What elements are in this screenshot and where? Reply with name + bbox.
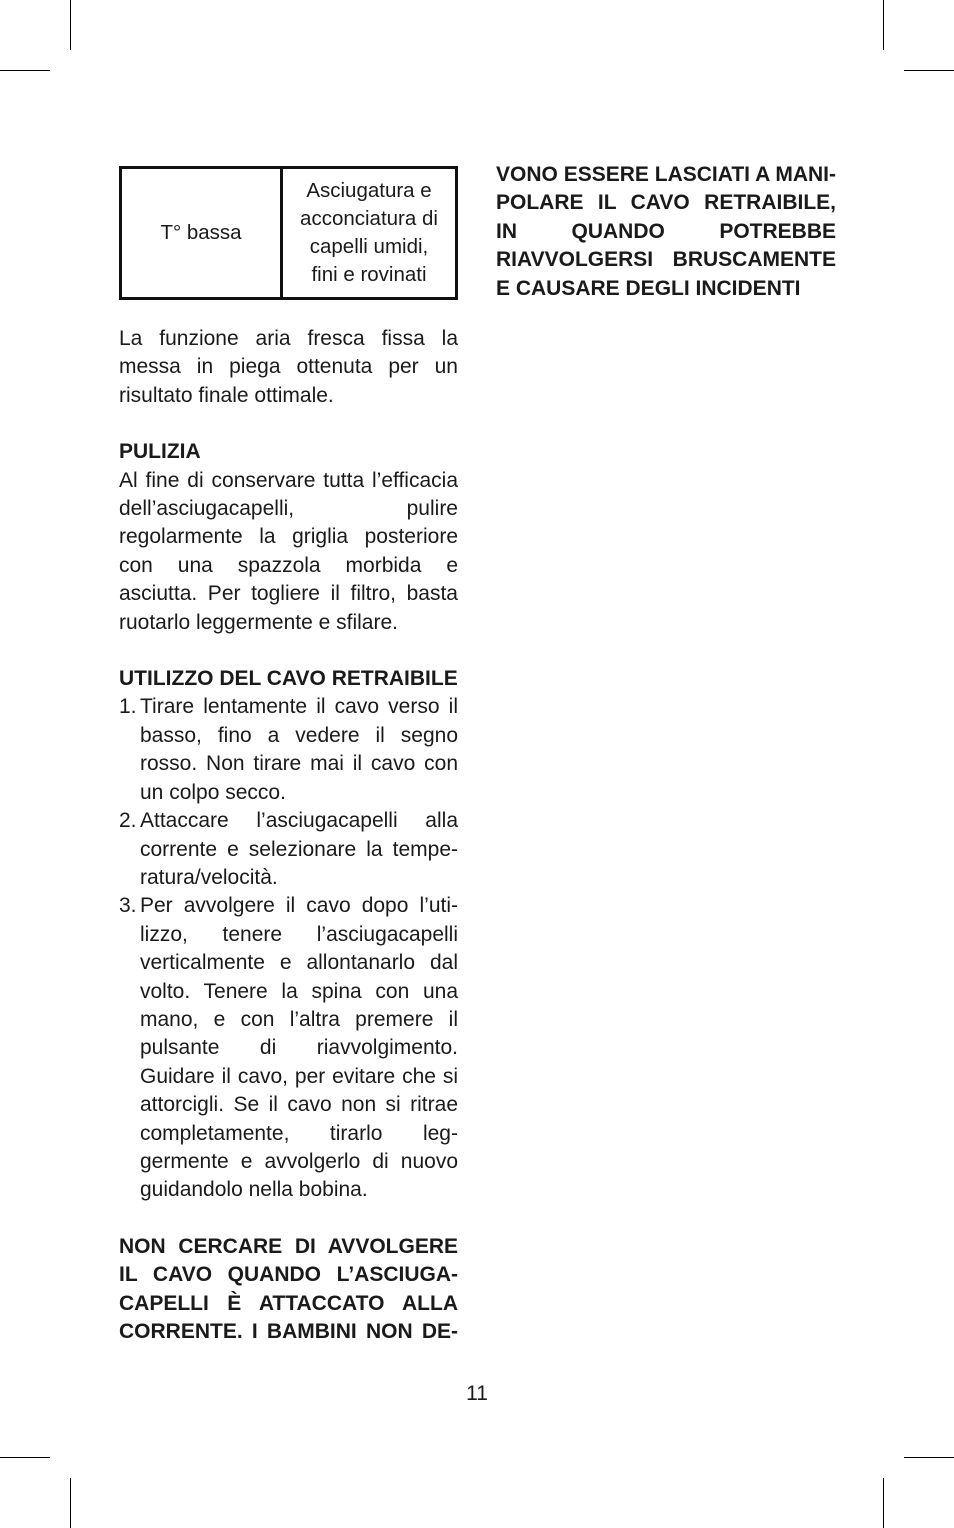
table-cell-use-line: fini e rovinati	[311, 263, 427, 286]
cord-heading: UTILIZZO DEL CAVO RETRAIBILE	[119, 667, 458, 691]
intro-paragraph: La funzione aria fresca fissa la messa in piega ottenuta per un risultato finale ottimale.	[119, 327, 458, 407]
crop-mark-top-left-horizontal	[0, 70, 50, 71]
step-text: Per avvolgere il cavo dopo l’utilizzo, tenere l’asciugacapelli verticalmente e allontanarlo dal volto. Tenere la spina con una mano, e con l’altra premere il pulsante di riavvolgimento. Guidare il cavo, per evitare che si attorcigli. Se il cavo non si ritrae completamente, tirarlo leggermente e avvolgerlo di nuovo guidandolo nella bobina.	[140, 894, 458, 1202]
warning-text-part1: NON CERCARE DI AVVOLGERE IL CAVO QUANDO L’ASCIUGACAPELLI È ATTACCATO ALLA CORRENTE. I BAMBINI NON DE-	[119, 1234, 458, 1343]
temperature-table	[119, 166, 458, 300]
crop-mark-top-left-vertical	[70, 0, 71, 50]
step-number: 3.	[119, 894, 137, 918]
table-cell-use-line: capelli umidi,	[309, 235, 429, 258]
cleaning-heading: PULIZIA	[119, 440, 201, 464]
crop-mark-bottom-left-vertical	[70, 1478, 71, 1528]
crop-mark-bottom-right-horizontal	[904, 1457, 954, 1458]
table-cell-use-line: acconciatura di	[300, 207, 438, 230]
step-text: Tirare lentamente il cavo verso il basso, fino a vedere il segno rosso. Non tirare mai il cavo con un colpo secco.	[140, 695, 458, 804]
crop-mark-top-right-vertical	[883, 0, 884, 50]
table-row	[121, 168, 457, 299]
cord-steps-list	[119, 693, 458, 1204]
cleaning-paragraph: Al fine di conservare tutta l’efficacia dell’asciugacapelli, pulire regolarmente la griglia posteriore con una spazzola morbida e asciutta. Per togliere il filtro, basta ruotarlo leggermente e sfilare.	[119, 468, 458, 634]
table-cell-use	[282, 168, 457, 299]
crop-mark-bottom-left-horizontal	[0, 1457, 50, 1458]
list-item	[119, 807, 458, 892]
list-item	[119, 693, 458, 807]
page-number: 11	[466, 1382, 488, 1405]
cleaning-section	[119, 438, 458, 637]
cord-section	[119, 665, 458, 1205]
list-item	[119, 892, 458, 1204]
crop-mark-bottom-right-vertical	[883, 1478, 884, 1528]
right-column	[496, 161, 836, 303]
step-text: Attaccare l’asciugacapelli alla corrente e selezionare la temperatura/velocità.	[140, 809, 458, 889]
table-cell-setting: T° bassa	[121, 168, 282, 299]
warning-text-part2: VONO ESSERE LASCIATI A MANIPOLARE IL CAVO RETRAIBILE, IN QUANDO POTREBBE RIAVVOLGERSI BRUSCAMENTE E CAUSARE DEGLI INCIDENTI	[496, 163, 836, 300]
table-cell-use-line: Asciugatura e	[306, 179, 432, 202]
step-number: 1.	[119, 695, 137, 719]
left-column	[119, 166, 458, 1346]
step-number: 2.	[119, 809, 137, 833]
crop-mark-top-right-horizontal	[904, 70, 954, 71]
